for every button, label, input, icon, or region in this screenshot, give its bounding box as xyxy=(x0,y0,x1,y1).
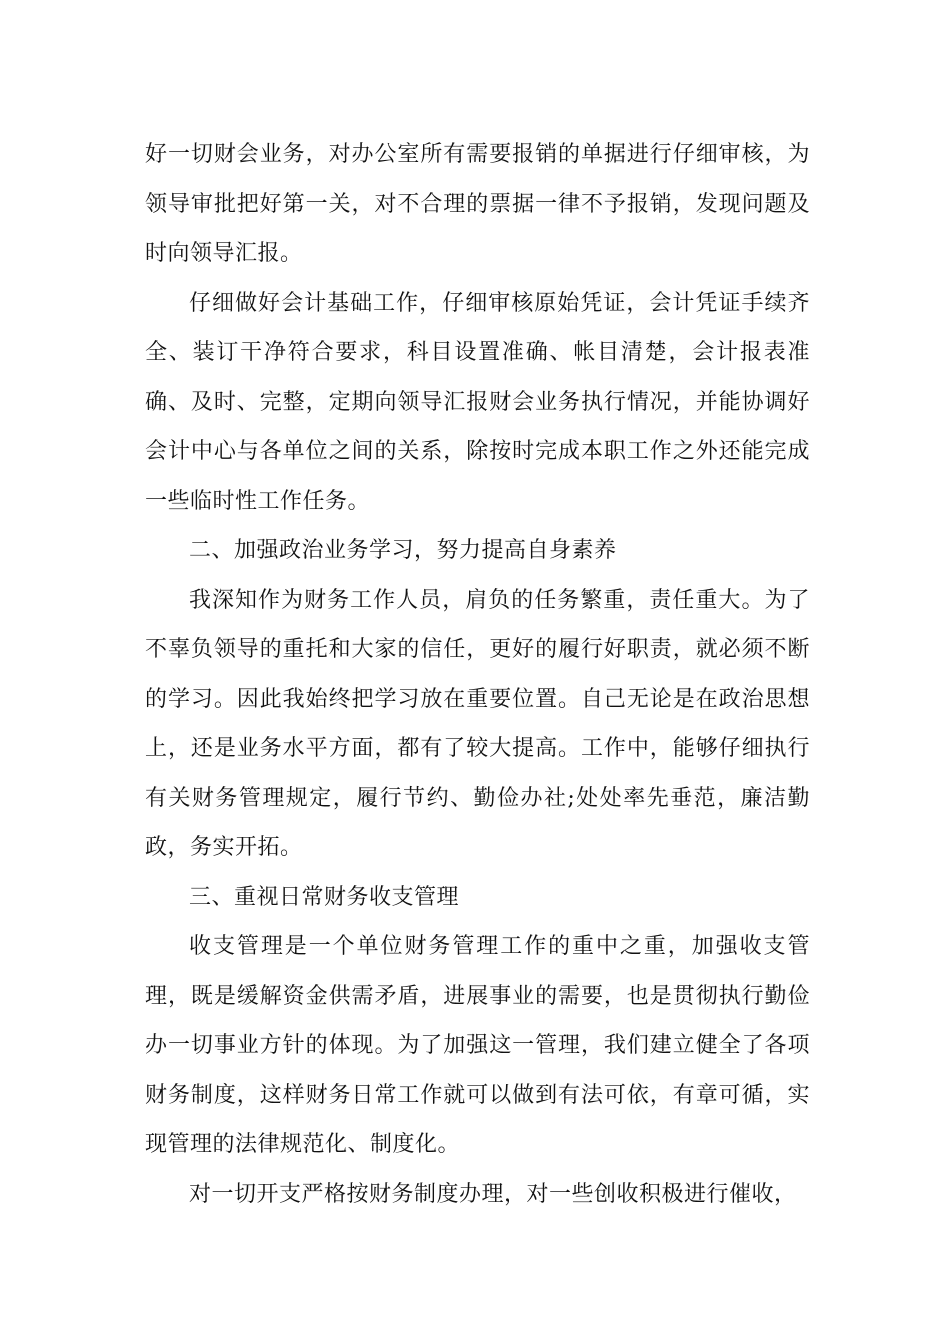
paragraph-5: 对一切开支严格按财务制度办理，对一些创收积极进行催收， xyxy=(189,1181,797,1207)
paragraph-3: 我深知作为财务工作人员，肩负的任务繁重，责任重大。为了不辜负领导的重托和大家的信任，更好的履行好职责，就必须不断的学习。因此我始终把学习放在重要位置。自己无论是在政治思想上，还是业务水平方面，都有了较大提高。工作中，能够仔细执行有关财务管理规定，履行节约、勤俭办社;处处率先垂范，廉洁勤政，务实开拓。 xyxy=(145,587,810,860)
section-heading-3: 三、重视日常财务收支管理 xyxy=(189,884,460,910)
section-heading-2: 二、加强政治业务学习，努力提高自身素养 xyxy=(189,538,617,563)
paragraph-2: 仔细做好会计基础工作，仔细审核原始凭证，会计凭证手续齐全、装订干净符合要求，科目设置准确、帐目清楚，会计报表准确、及时、完整，定期向领导汇报财会业务执行情况，并能协调好会计中心与各单位之间的关系，除按时完成本职工作之外还能完成一些临时性工作任务。 xyxy=(145,290,810,514)
paragraph-1: 好一切财会业务，对办公室所有需要报销的单据进行仔细审核，为领导审批把好第一关，对不合理的票据一律不予报销，发现问题及时向领导汇报。 xyxy=(145,142,810,266)
paragraph-4: 收支管理是一个单位财务管理工作的重中之重，加强收支管理，既是缓解资金供需矛盾，进展事业的需要，也是贯彻执行勤俭办一切事业方针的体现。为了加强这一管理，我们建立健全了各项财务制度，这样财务日常工作就可以做到有法可依，有章可循，实现管理的法律规范化、制度化。 xyxy=(145,934,810,1157)
document-body xyxy=(145,130,810,1219)
